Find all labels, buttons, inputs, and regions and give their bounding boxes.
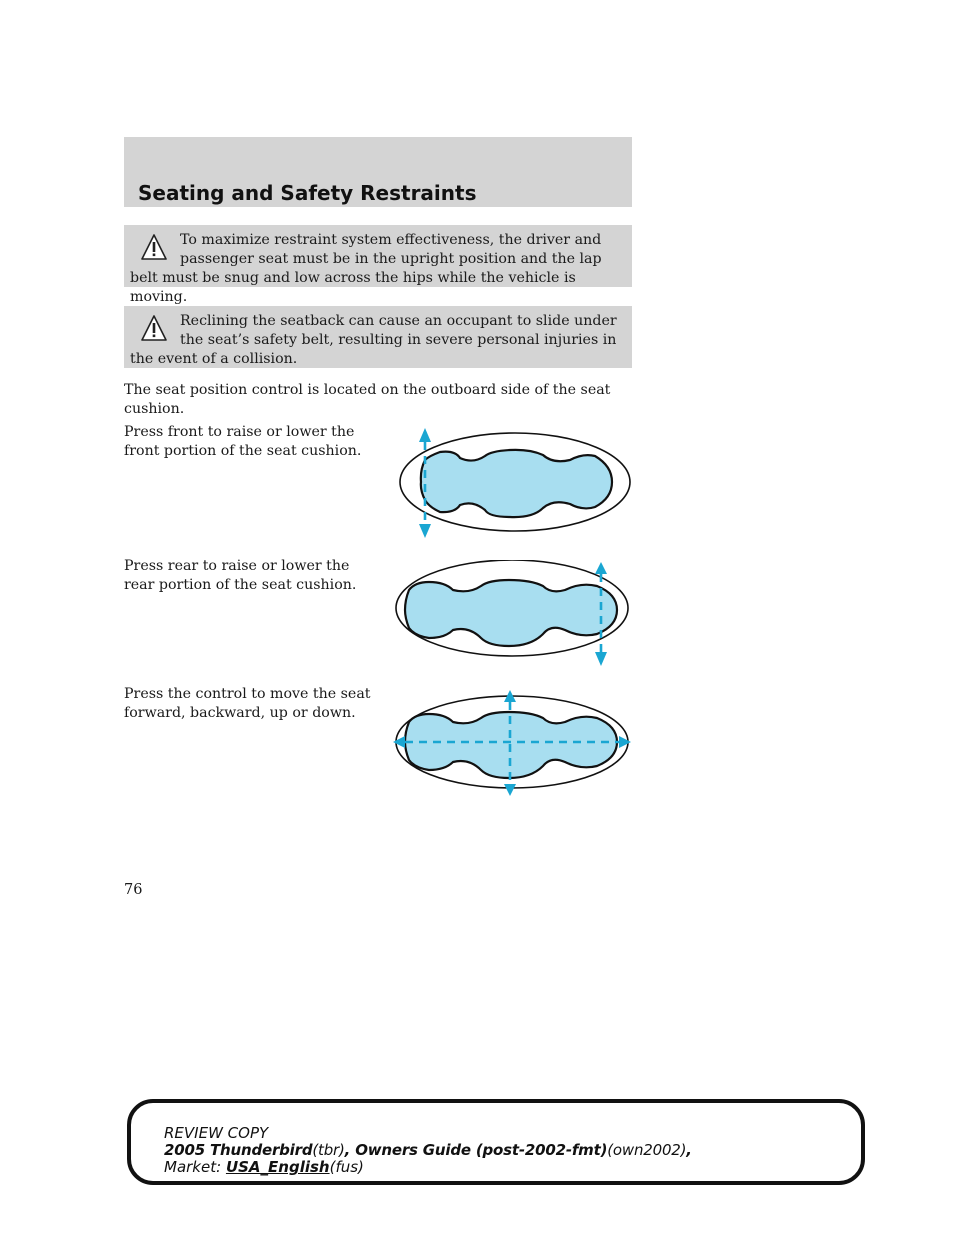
control-description-front: Press front to raise or lower the front portion of the seat cushion. [124, 424, 362, 459]
seat-control-rear-tilt-icon [385, 560, 645, 670]
warning-triangle-icon [140, 314, 168, 344]
warning-box-recline [124, 306, 632, 368]
warning-box-restraint [124, 225, 632, 305]
control-description-rear: Press rear to raise or lower the rear portion of the seat cushion. [124, 558, 357, 593]
warning-triangle-icon [140, 233, 168, 263]
section-header [124, 137, 632, 207]
footer-info [164, 1125, 692, 1176]
page-number: 76 [124, 882, 143, 898]
review-copy-label: REVIEW COPY [164, 1124, 269, 1142]
market-line: Market: USA_English(fus) [164, 1158, 364, 1176]
section-title: Seating and Safety Restraints [138, 181, 477, 205]
seat-control-front-tilt-icon [385, 420, 645, 546]
intro-paragraph: The seat position control is located on the outboard side of the seat cushion. [124, 382, 611, 417]
warning-text: To maximize restraint system effectiveness, the driver and passenger seat must be in the upright position and the lap belt must be snug and low across the hips while the vehicle is moving. [130, 232, 602, 305]
seat-control-four-way-icon [385, 688, 645, 798]
warning-text: Reclining the seatback can cause an occupant to slide under the seat’s safety belt, resulting in severe personal injuries in the event of a collision. [130, 313, 617, 367]
control-description-four-way: Press the control to move the seat forward, backward, up or down. [124, 686, 371, 721]
document-info-line: 2005 Thunderbird(tbr), Owners Guide (post-2002-fmt)(own2002), [164, 1141, 692, 1159]
